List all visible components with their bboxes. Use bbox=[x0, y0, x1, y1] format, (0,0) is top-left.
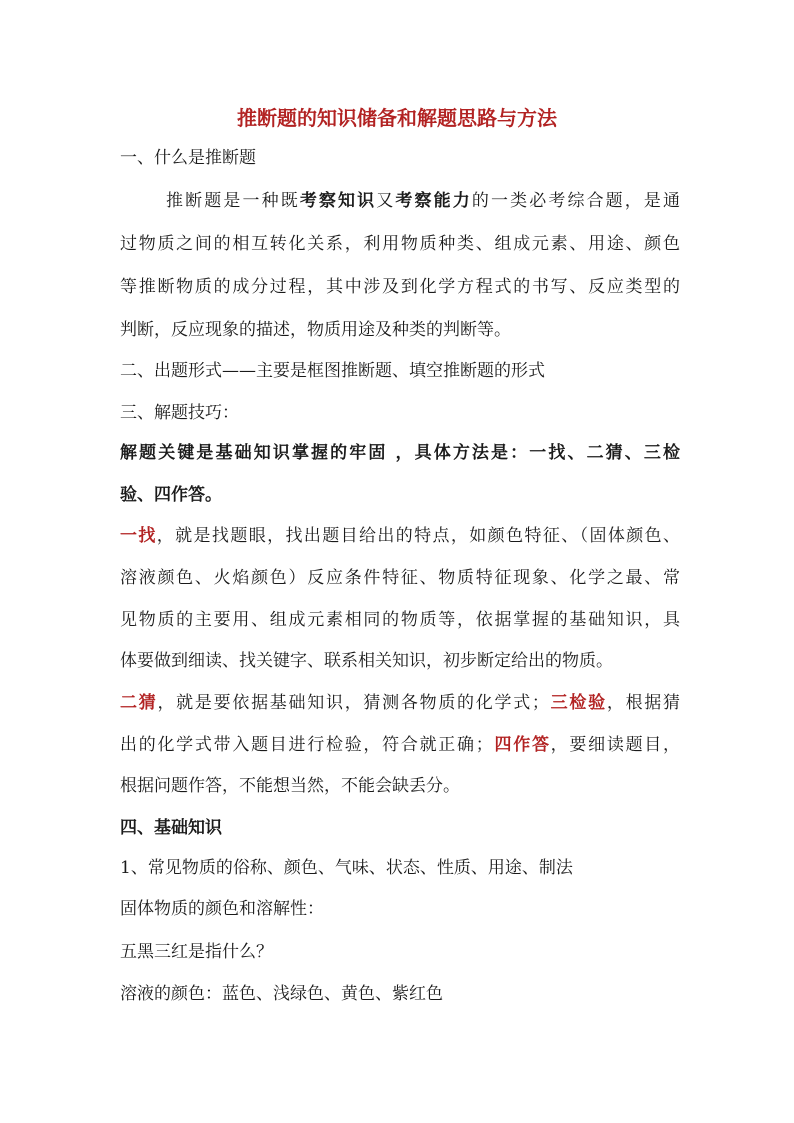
text-run: 的一类必考综合题，是通 bbox=[471, 191, 681, 211]
paragraph-1-line-2: 过物质之间的相互转化关系，利用物质种类、组成元素、用途、颜色 bbox=[120, 234, 680, 254]
solid-color-heading: 固体物质的颜色和溶解性： bbox=[120, 899, 324, 919]
step-2-line-2 bbox=[120, 733, 680, 757]
text-run: ，要细读题目， bbox=[550, 735, 681, 755]
page-title: 推断题的知识储备和解题思路与方法 bbox=[237, 106, 557, 130]
section-2-heading: 二、出题形式——主要是框图推断题、填空推断题的形式 bbox=[120, 361, 545, 381]
section-1-heading: 一、什么是推断题 bbox=[120, 148, 256, 168]
step-1-line-3: 见物质的主要用、组成元素相同的物质等，依据掌握的基础知识，具 bbox=[120, 610, 680, 630]
step-2-line-3: 根据问题作答，不能想当然，不能会缺丢分。 bbox=[120, 776, 460, 796]
step-3-label: 三检验 bbox=[548, 693, 607, 713]
section-4-heading: 四、基础知识 bbox=[120, 818, 222, 838]
solution-colors-line: 溶液的颜色：蓝色、浅绿色、黄色、紫红色 bbox=[120, 984, 443, 1004]
step-2-line-1 bbox=[120, 691, 680, 715]
basic-knowledge-item-1: 1、常见物质的俗称、颜色、气味、状态、性质、用途、制法 bbox=[120, 858, 573, 878]
step-1-label: 一找 bbox=[120, 526, 157, 546]
paragraph-1-line-3: 等推断物质的成分过程，其中涉及到化学方程式的书写、反应类型的 bbox=[120, 277, 680, 297]
step-1-line-2: 溶液颜色、火焰颜色）反应条件特征、物质特征现象、化学之最、常 bbox=[120, 568, 680, 588]
paragraph-1-line-1 bbox=[166, 189, 680, 213]
key-method-line-1: 解题关键是基础知识掌握的牢固 ，具体方法是：一找、二猜、三检 bbox=[120, 443, 680, 463]
emphasis-ability: 考察能力 bbox=[395, 191, 472, 211]
section-3-heading: 三、解题技巧： bbox=[120, 403, 239, 423]
step-2-label: 二猜 bbox=[120, 693, 158, 713]
key-method-line-2: 验、四作答。 bbox=[120, 485, 222, 505]
emphasis-knowledge: 考察知识 bbox=[299, 191, 377, 211]
step-1-line-1 bbox=[120, 524, 680, 548]
five-black-three-red-question: 五黑三红是指什么？ bbox=[120, 942, 273, 962]
paragraph-1-line-4: 判断，反应现象的描述，物质用途及种类的判断等。 bbox=[120, 320, 511, 340]
text-run: ，就是要依据基础知识，猜测各物质的化学式； bbox=[157, 693, 549, 713]
step-1-line-4: 体要做到细读、找关键字、联系相关知识，初步断定给出的物质。 bbox=[120, 651, 613, 671]
step-4-label: 四作答 bbox=[492, 735, 551, 755]
text-run: 推断题是一种既 bbox=[166, 191, 300, 211]
text-run: ，就是找题眼，找出题目给出的特点，如颜色特征、（固体颜色、 bbox=[156, 526, 681, 546]
text-run: 又 bbox=[376, 191, 396, 211]
text-run: 出的化学式带入题目进行检验，符合就正确； bbox=[120, 735, 493, 755]
text-run: ，根据猜 bbox=[606, 693, 681, 713]
